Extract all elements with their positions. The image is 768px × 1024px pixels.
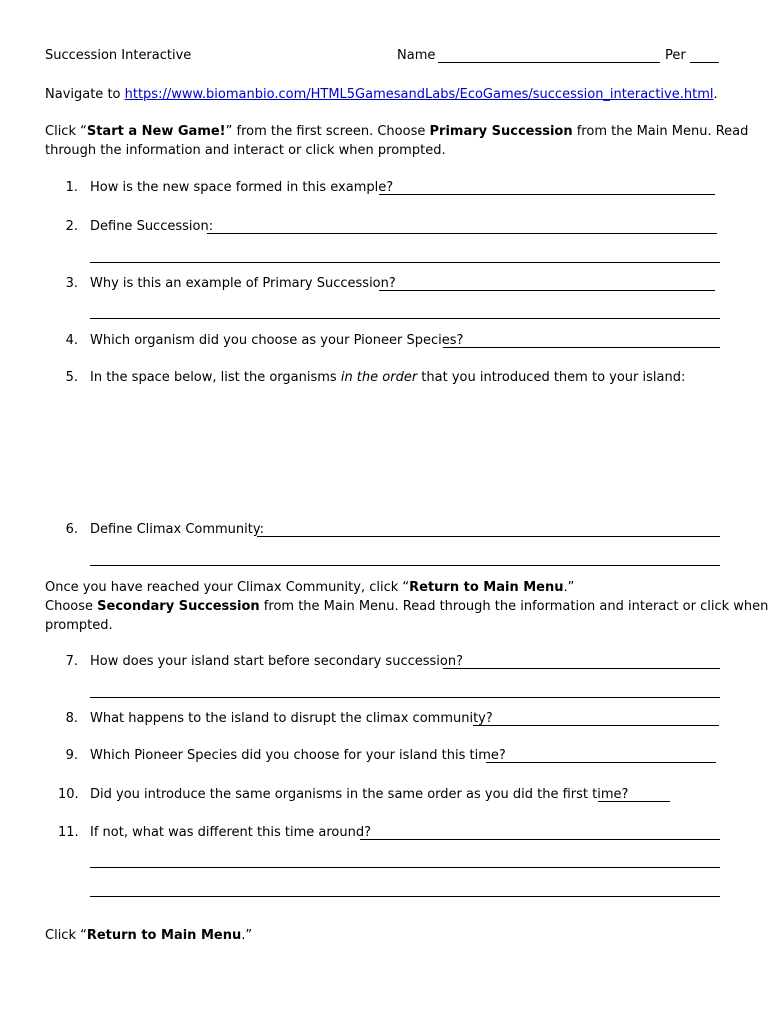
mid-bold-secondary: Secondary Succession xyxy=(97,599,260,614)
question-text: How does your island start before secondary succession? xyxy=(90,654,463,669)
answer-line[interactable] xyxy=(379,290,715,291)
question-text: What happens to the island to disrupt the climax community? xyxy=(90,711,493,726)
question-number: 3. xyxy=(65,276,78,291)
question-text xyxy=(90,370,685,386)
question-text: Which organism did you choose as your Pioneer Species? xyxy=(90,333,464,348)
mid-text-2: .” xyxy=(563,580,575,595)
answer-line[interactable] xyxy=(486,762,716,763)
answer-line[interactable] xyxy=(257,536,720,537)
intro-text-2: ” from the first screen. Choose xyxy=(225,124,430,139)
intro-paragraph xyxy=(45,122,749,160)
question-text: Define Climax Community: xyxy=(90,522,264,537)
name-label: Name xyxy=(397,48,436,63)
intro-text-1: Click “ xyxy=(45,124,87,139)
question-number: 1. xyxy=(65,180,78,195)
footer-bold-return: Return to Main Menu xyxy=(86,928,242,943)
game-url-link[interactable]: https://www.biomanbio.com/HTML5GamesandLabs/EcoGames/succession_interactive.html xyxy=(124,87,714,102)
question-text: Did you introduce the same organisms in the same order as you did the first time? xyxy=(90,787,629,802)
answer-line[interactable] xyxy=(90,318,720,319)
intro-bold-primary: Primary Succession xyxy=(429,124,573,139)
mid-bold-return: Return to Main Menu xyxy=(409,580,564,595)
intro-text-3: from the Main Menu. Read xyxy=(572,124,749,139)
intro-bold-start-game: Start a New Game! xyxy=(86,124,226,139)
answer-line[interactable] xyxy=(90,896,720,897)
question-number: 4. xyxy=(65,333,78,348)
footer-text-1: Click “ xyxy=(45,928,87,943)
intro-line-2: through the information and interact or click when prompted. xyxy=(45,143,446,158)
footer-instruction xyxy=(45,928,252,944)
question-text-italic: in the order xyxy=(340,370,418,385)
mid-line-3: prompted. xyxy=(45,618,113,633)
answer-line[interactable] xyxy=(443,668,720,669)
navigate-suffix: . xyxy=(713,87,718,102)
footer-text-2: .” xyxy=(241,928,253,943)
question-number: 8. xyxy=(65,711,78,726)
answer-line[interactable] xyxy=(90,867,720,868)
question-text: How is the new space formed in this example? xyxy=(90,180,394,195)
page-title: Succession Interactive xyxy=(45,48,192,63)
question-text: Which Pioneer Species did you choose for your island this time? xyxy=(90,748,506,763)
answer-line[interactable] xyxy=(360,839,720,840)
answer-line[interactable] xyxy=(90,565,720,566)
answer-line[interactable] xyxy=(473,725,719,726)
question-text: Define Succession: xyxy=(90,219,214,234)
mid-text-3: Choose xyxy=(45,599,98,614)
answer-line[interactable] xyxy=(207,233,717,234)
question-number: 6. xyxy=(65,522,78,537)
navigate-instruction xyxy=(45,87,718,103)
per-label: Per xyxy=(665,48,686,63)
question-text-part-2: that you introduced them to your island: xyxy=(417,370,686,385)
answer-line[interactable] xyxy=(90,262,720,263)
organism-list-space[interactable] xyxy=(90,392,720,512)
question-text: Why is this an example of Primary Succession? xyxy=(90,276,396,291)
per-blank[interactable] xyxy=(690,62,719,63)
question-text: If not, what was different this time around? xyxy=(90,825,371,840)
question-number: 10. xyxy=(58,787,79,802)
mid-paragraph xyxy=(45,578,768,635)
question-number: 11. xyxy=(58,825,79,840)
question-number: 5. xyxy=(65,370,78,385)
mid-text-4: from the Main Menu. Read through the information and interact or click when xyxy=(259,599,768,614)
question-number: 7. xyxy=(65,654,78,669)
navigate-prefix: Navigate to xyxy=(45,87,125,102)
question-text-part-1: In the space below, list the organisms xyxy=(90,370,341,385)
question-number: 2. xyxy=(65,219,78,234)
name-blank[interactable] xyxy=(438,62,660,63)
answer-line[interactable] xyxy=(598,801,670,802)
answer-line[interactable] xyxy=(90,697,720,698)
mid-text-1: Once you have reached your Climax Community, click “ xyxy=(45,580,410,595)
question-number: 9. xyxy=(65,748,78,763)
answer-line[interactable] xyxy=(379,194,715,195)
answer-line[interactable] xyxy=(443,347,720,348)
